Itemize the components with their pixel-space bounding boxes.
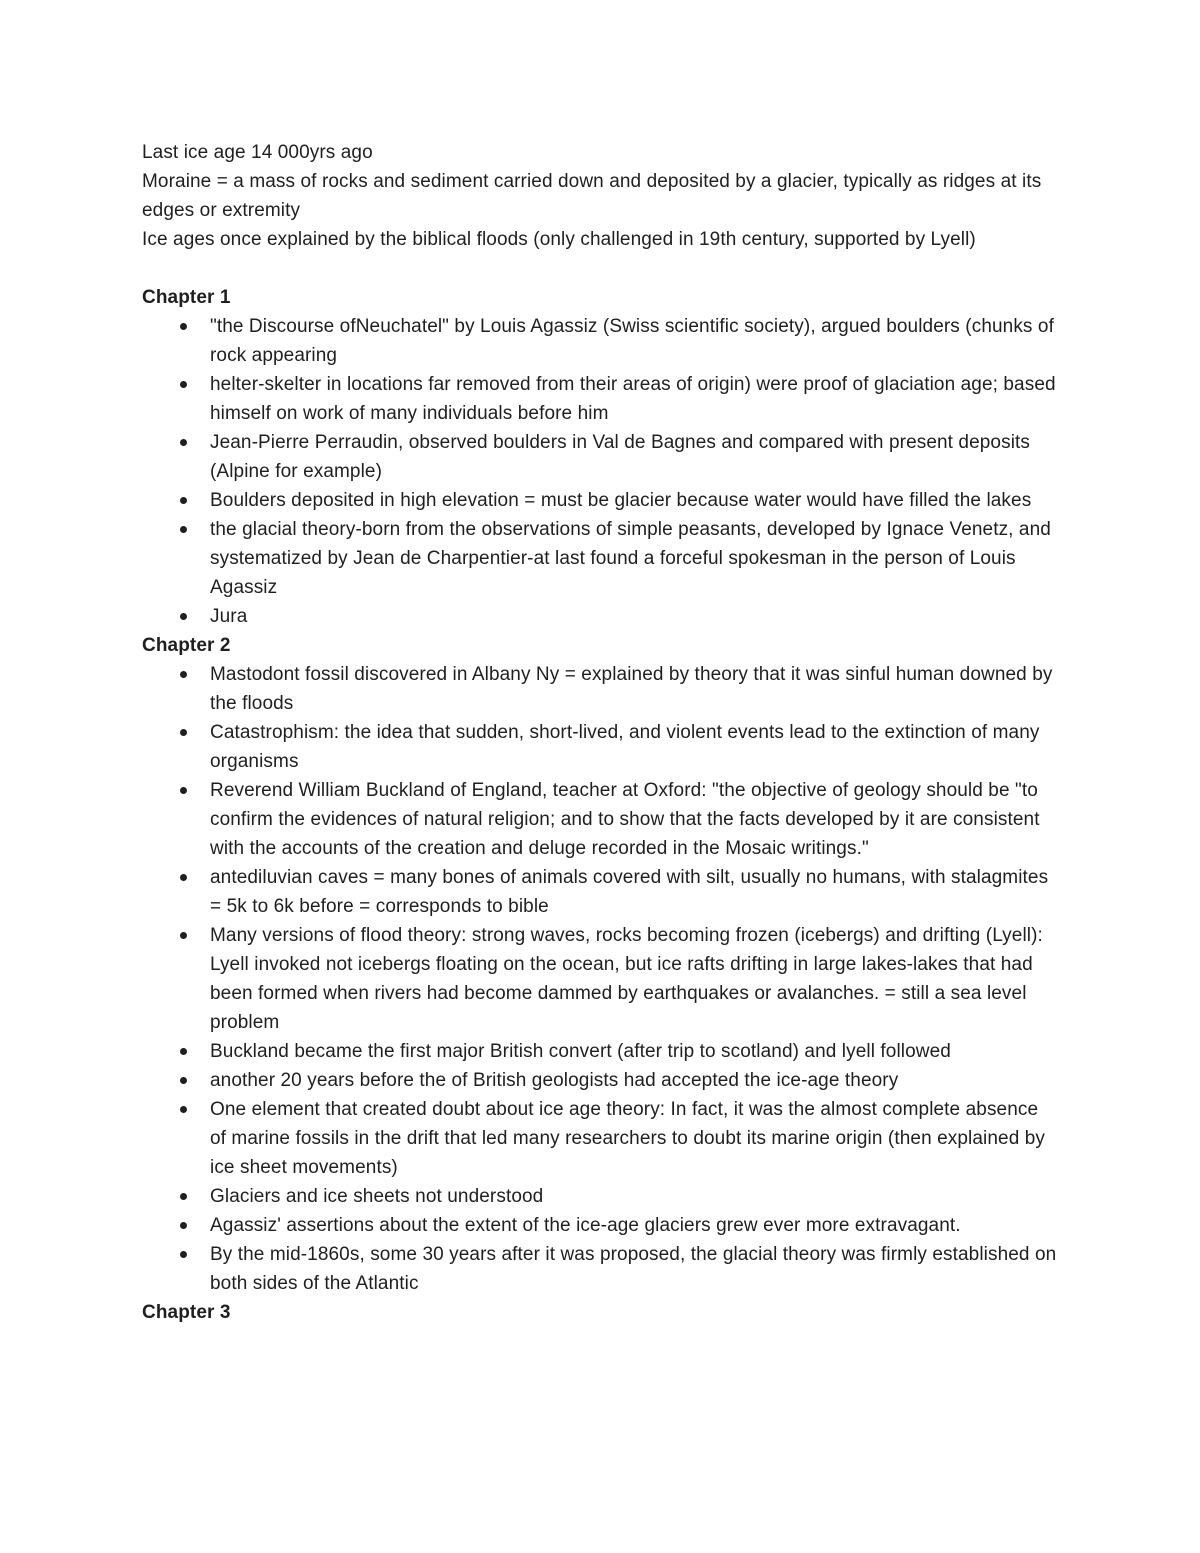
chapter-heading: Chapter 3 <box>142 1302 231 1323</box>
bullet-item: the glacial theory-born from the observations of simple peasants, developed by Ignace Venetz, and systematized by Jean de Charpentier-at last found a forceful spokesman in the person of Louis Agassiz <box>142 515 1058 602</box>
bullet-item: "the Discourse ofNeuchatel" by Louis Agassiz (Swiss scientific society), argued boulders (chunks of rock appearing <box>142 312 1058 370</box>
paragraph: Ice ages once explained by the biblical floods (only challenged in 19th century, supported by Lyell) <box>142 229 976 250</box>
bullet-item: Reverend William Buckland of England, teacher at Oxford: "the objective of geology should be "to confirm the evidences of natural religion; and to show that the facts developed by it are consistent with the accounts of the creation and deluge recorded in the Mosaic writings." <box>142 776 1058 863</box>
bullet-item: helter-skelter in locations far removed from their areas of origin) were proof of glaciation age; based himself on work of many individuals before him <box>142 370 1058 428</box>
bullet-item: Jura <box>142 602 1058 631</box>
bullet-list <box>142 660 1058 1298</box>
bullet-item: By the mid-1860s, some 30 years after it was proposed, the glacial theory was firmly established on both sides of the Atlantic <box>142 1240 1058 1298</box>
bullet-item: Buckland became the first major British convert (after trip to scotland) and lyell followed <box>142 1037 1058 1066</box>
chapter-heading: Chapter 2 <box>142 635 231 656</box>
bullet-item: Glaciers and ice sheets not understood <box>142 1182 1058 1211</box>
bullet-item: Boulders deposited in high elevation = must be glacier because water would have filled the lakes <box>142 486 1058 515</box>
bullet-list <box>142 312 1058 631</box>
bullet-item: One element that created doubt about ice age theory: In fact, it was the almost complete absence of marine fossils in the drift that led many researchers to doubt its marine origin (then explained by ice sheet movements) <box>142 1095 1058 1182</box>
blank-line <box>142 254 1058 283</box>
chapter-heading: Chapter 1 <box>142 287 231 308</box>
bullet-item: Jean-Pierre Perraudin, observed boulders in Val de Bagnes and compared with present deposits (Alpine for example) <box>142 428 1058 486</box>
bullet-item: Catastrophism: the idea that sudden, short-lived, and violent events lead to the extinction of many organisms <box>142 718 1058 776</box>
paragraph: Moraine = a mass of rocks and sediment carried down and deposited by a glacier, typically as ridges at its edges or extremity <box>142 171 1042 221</box>
bullet-item: Mastodont fossil discovered in Albany Ny = explained by theory that it was sinful human downed by the floods <box>142 660 1058 718</box>
document-body <box>142 138 1058 1327</box>
bullet-item: antediluvian caves = many bones of animals covered with silt, usually no humans, with stalagmites = 5k to 6k before = corresponds to bible <box>142 863 1058 921</box>
bullet-item: another 20 years before the of British geologists had accepted the ice-age theory <box>142 1066 1058 1095</box>
bullet-item: Many versions of flood theory: strong waves, rocks becoming frozen (icebergs) and drifting (Lyell): Lyell invoked not icebergs floating on the ocean, but ice rafts drifting in large lakes-lakes that had been formed when rivers had become dammed by earthquakes or avalanches. = still a sea level problem <box>142 921 1058 1037</box>
bullet-item: Agassiz' assertions about the extent of the ice-age glaciers grew ever more extravagant. <box>142 1211 1058 1240</box>
paragraph: Last ice age 14 000yrs ago <box>142 142 373 163</box>
